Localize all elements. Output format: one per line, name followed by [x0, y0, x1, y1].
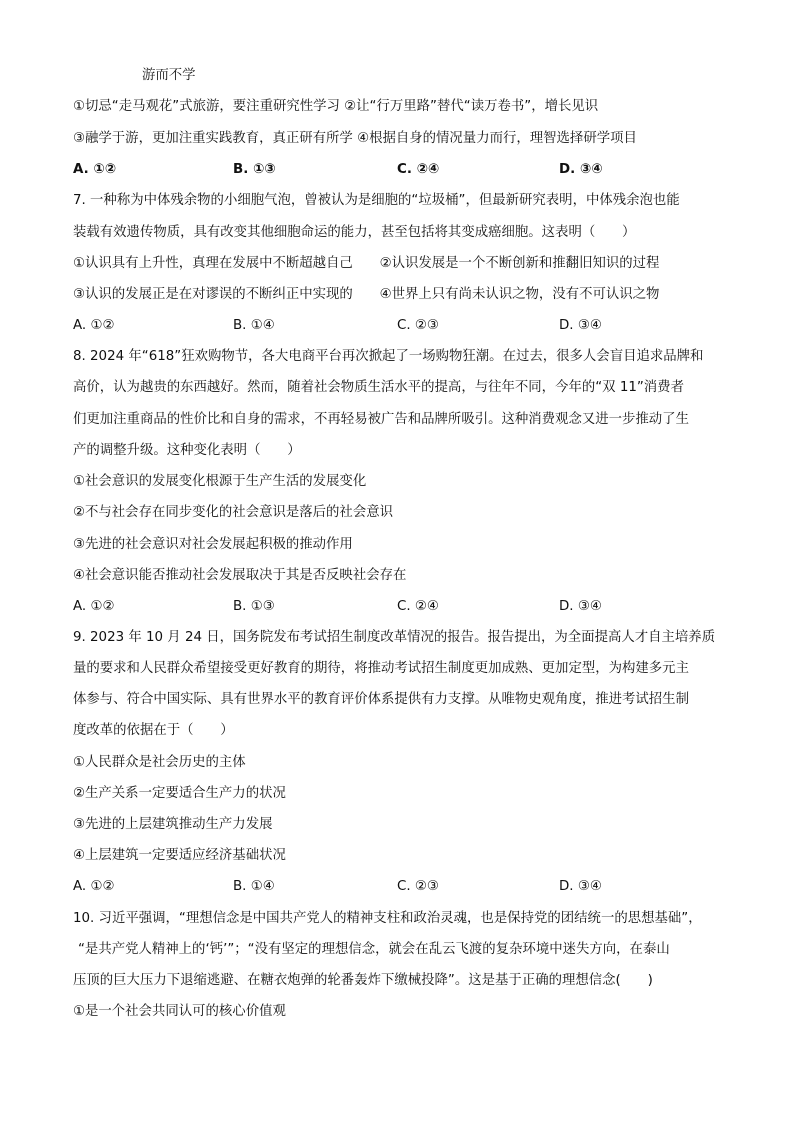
q8-options	[73, 598, 733, 616]
q9-stem-line-1: 9. 2023 年 10 月 24 日，国务院发布考试招生制度改革情况的报告。报告提出，为全面提高人才自主培养质	[73, 630, 716, 645]
q6-option-b[interactable]: B. ①③	[233, 162, 276, 177]
q9-stem-line-4: 度改革的依据在于（ ）	[73, 723, 234, 738]
q10-stem-line-3: 压顶的巨大压力下退缩逃避、在糖衣炮弹的轮番轰炸下缴械投降”。这是基于正确的理想信念( )	[73, 973, 653, 988]
q9-statement-1: ①人民群众是社会历史的主体	[73, 755, 246, 770]
q6-option-c[interactable]: C. ②④	[397, 162, 440, 177]
q8-stem-line-1: 8. 2024 年“618”狂欢购物节，各大电商平台再次掀起了一场购物狂潮。在过去，很多人会盲目追求品牌和	[73, 349, 704, 364]
q9-option-d[interactable]: D. ③④	[559, 879, 602, 894]
q8-stem-line-4: 产的调整升级。这种变化表明（ ）	[73, 443, 301, 458]
q10-statement-1: ①是一个社会共同认可的核心价值观	[73, 1004, 286, 1019]
q7-option-b[interactable]: B. ①④	[233, 318, 275, 333]
q8-statement-1: ①社会意识的发展变化根源于生产生活的发展变化	[73, 474, 367, 489]
q9-stem-line-3: 体参与、符合中国实际、具有世界水平的教育评价体系提供有力支撑。从唯物史观角度，推进考试招生制	[73, 692, 689, 707]
q8-stem-line-2: 高价，认为越贵的东西越好。然而，随着社会物质生活水平的提高，与往年不同，今年的“双 11”消费者	[73, 380, 684, 395]
q9-option-a[interactable]: A. ①②	[73, 879, 115, 894]
q9-statement-2: ②生产关系一定要适合生产力的状况	[73, 786, 286, 801]
q9-option-b[interactable]: B. ①④	[233, 879, 275, 894]
q7-statement-1: ①认识具有上升性，真理在发展中不断超越自己 ②认识发展是一个不断创新和推翻旧知识的过程	[73, 256, 660, 271]
q7-options	[73, 317, 733, 335]
q6-tail: 游而不学	[142, 68, 196, 83]
q8-option-a[interactable]: A. ①②	[73, 599, 115, 614]
q8-statement-4: ④社会意识能否推动社会发展取决于其是否反映社会存在	[73, 568, 407, 583]
q6-option-d[interactable]: D. ③④	[559, 162, 603, 177]
q8-stem-line-3: 们更加注重商品的性价比和自身的需求，不再轻易被广告和品牌所吸引。这种消费观念又进一步推动了生	[73, 412, 689, 427]
q10-stem-line-2: “是共产党人精神上的‘钙’”；“没有坚定的理想信念，就会在乱云飞渡的复杂环境中迷失方向，在泰山	[78, 942, 670, 957]
q7-stem-line-1: 7. 一种称为中体残余物的小细胞气泡，曾被认为是细胞的“垃圾桶”，但最新研究表明，中体残余泡也能	[73, 193, 680, 208]
q9-statement-3: ③先进的上层建筑推动生产力发展	[73, 817, 273, 832]
q6-options	[73, 161, 733, 179]
q9-options	[73, 878, 733, 896]
q8-option-b[interactable]: B. ①③	[233, 599, 275, 614]
q7-option-a[interactable]: A. ①②	[73, 318, 115, 333]
q7-statement-2: ③认识的发展正是在对谬误的不断纠正中实现的 ④世界上只有尚未认识之物，没有不可认识之物	[73, 287, 660, 302]
q7-option-d[interactable]: D. ③④	[559, 318, 602, 333]
q9-statement-4: ④上层建筑一定要适应经济基础状况	[73, 848, 286, 863]
q6-statement-1: ①切忌“走马观花”式旅游，要注重研究性学习 ②让“行万里路”替代“读万卷书”，增长见识	[73, 99, 599, 114]
q7-stem-line-2: 装载有效遗传物质，具有改变其他细胞命运的能力，甚至包括将其变成癌细胞。这表明（ ）	[73, 225, 636, 240]
q7-option-c[interactable]: C. ②③	[397, 318, 439, 333]
q9-option-c[interactable]: C. ②③	[397, 879, 439, 894]
q8-option-d[interactable]: D. ③④	[559, 599, 602, 614]
q8-option-c[interactable]: C. ②④	[397, 599, 439, 614]
q9-stem-line-2: 量的要求和人民群众希望接受更好教育的期待，将推动考试招生制度更加成熟、更加定型，为构建多元主	[73, 661, 689, 676]
q6-statement-2: ③融学于游，更加注重实践教育，真正研有所学 ④根据自身的情况量力而行，理智选择研学项目	[73, 131, 637, 146]
q6-option-a[interactable]: A. ①②	[73, 162, 117, 177]
q8-statement-3: ③先进的社会意识对社会发展起积极的推动作用	[73, 537, 353, 552]
q8-statement-2: ②不与社会存在同步变化的社会意识是落后的社会意识	[73, 505, 393, 520]
q10-stem-line-1: 10. 习近平强调，“理想信念是中国共产党人的精神支柱和政治灵魂，也是保持党的团结统一的思想基础”，	[73, 911, 702, 926]
